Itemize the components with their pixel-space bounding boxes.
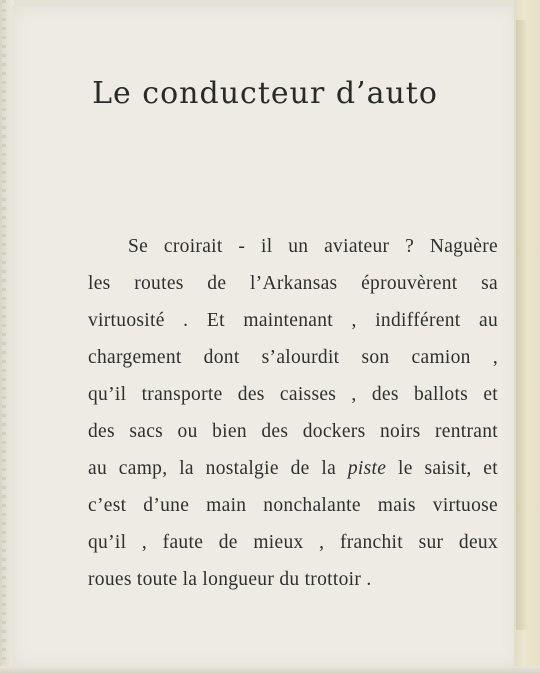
text-line-4: chargement dont s’alourdit son camion , <box>88 347 498 368</box>
text-line-3: virtuosité . Et maintenant , indifférent au <box>88 310 498 331</box>
text-line-7 <box>88 450 498 487</box>
page-title: Le conducteur d’auto <box>92 76 438 111</box>
text-line-5: qu’il transporte des caisses , des ballots et <box>88 384 498 405</box>
italic-word: piste <box>347 458 387 479</box>
text-line-7-end: le saisit, et <box>386 458 498 479</box>
page-fold-shadow <box>516 20 526 630</box>
text-line-9: qu’il , faute de mieux , franchit sur deux <box>88 532 498 553</box>
text-line-8: c’est d’une main nonchalante mais virtuose <box>88 495 498 516</box>
text-line-6: des sacs ou bien des dockers noirs rentrant <box>88 421 498 442</box>
text-line-1: Se croirait - il un aviateur ? Naguère <box>128 236 498 257</box>
bottom-edge <box>0 666 540 674</box>
text-line-10: roues toute la longueur du trottoir . <box>88 569 372 590</box>
text-line-2: les routes de l’Arkansas éprouvèrent sa <box>88 273 498 294</box>
body-paragraph <box>88 228 498 598</box>
text-line-7-start: au camp, la nostalgie de la <box>88 458 348 479</box>
